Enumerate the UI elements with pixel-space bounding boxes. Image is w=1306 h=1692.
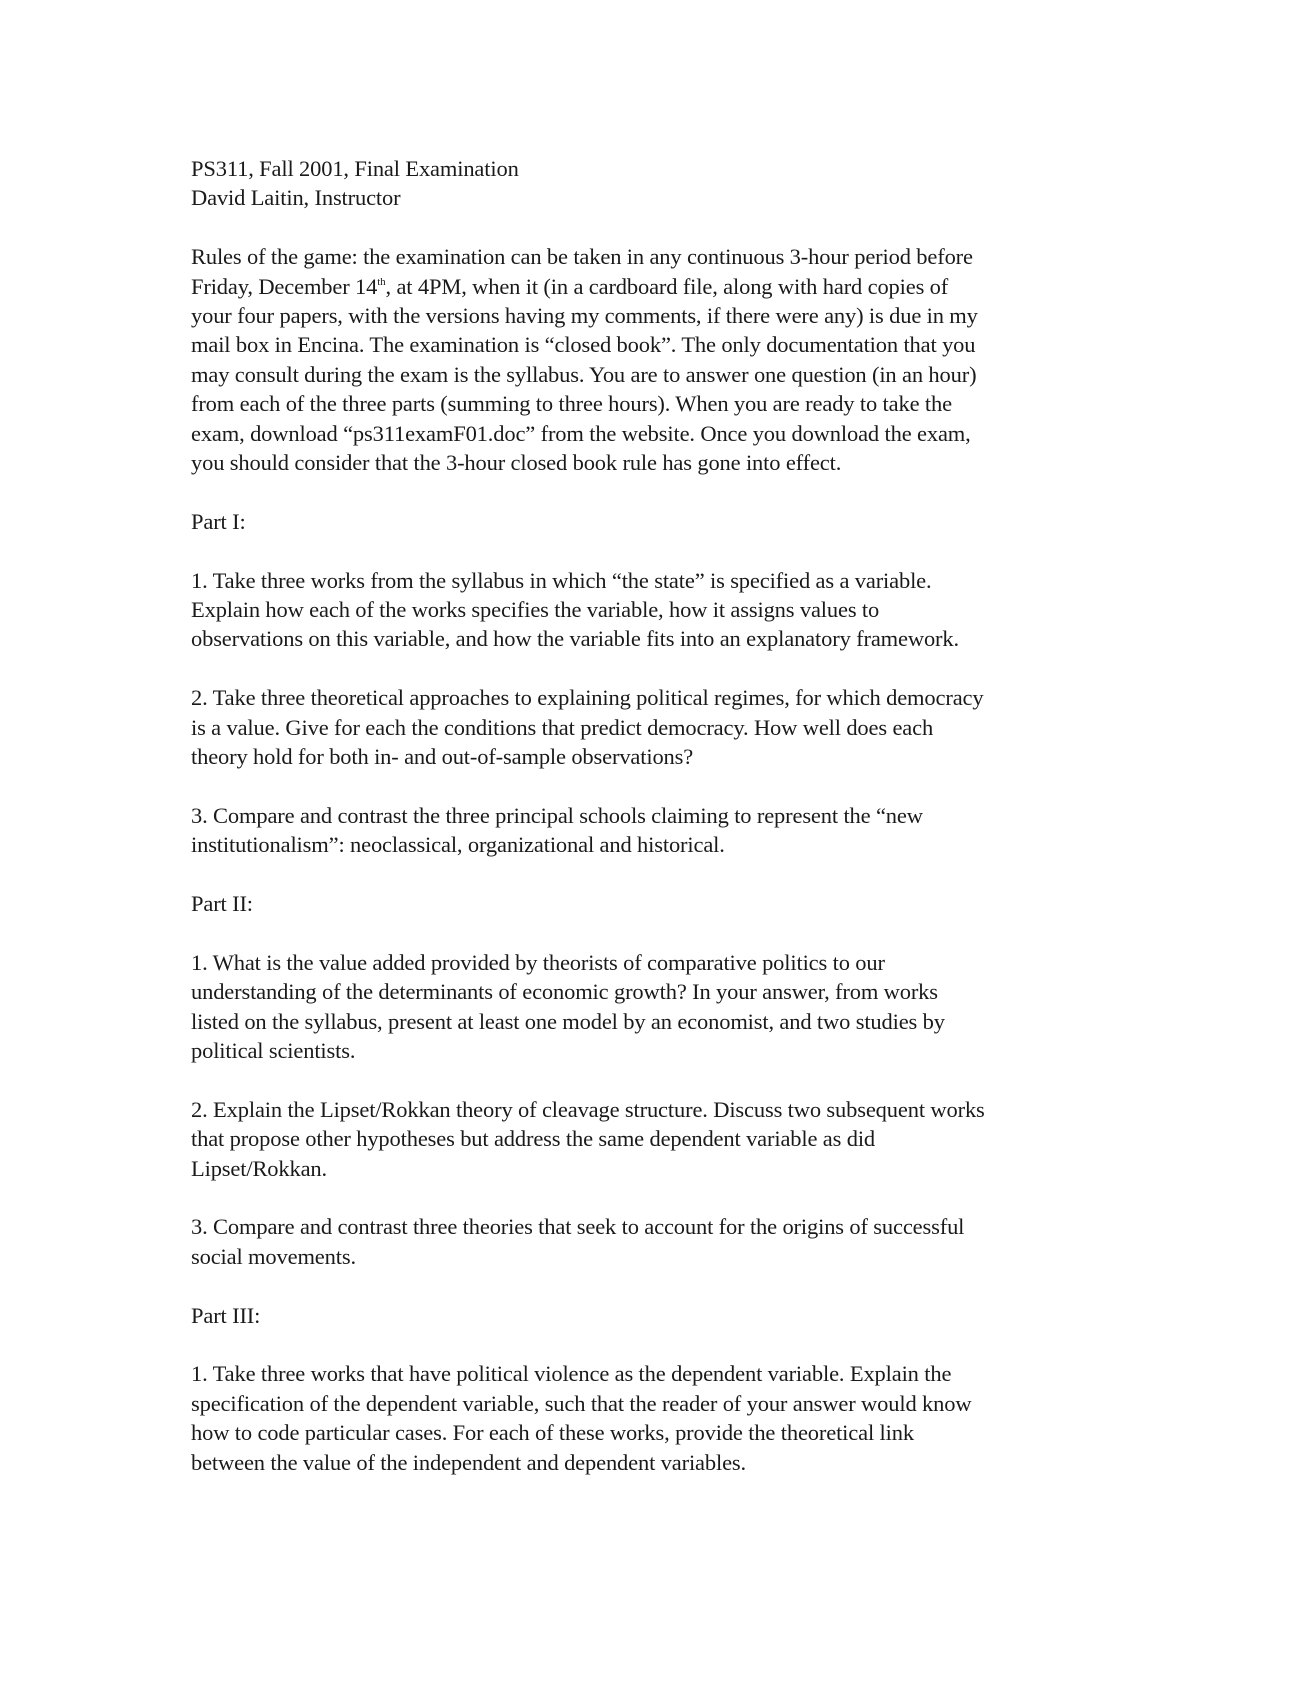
- question-line: institutionalism”: neoclassical, organizational and historical.: [191, 832, 725, 858]
- rules-line: mail box in Encina. The examination is “closed book”. The only documentation that you: [191, 332, 976, 358]
- instructor-name: David Laitin, Instructor: [191, 185, 401, 211]
- rules-line: your four papers, with the versions having my comments, if there were any) is due in my: [191, 303, 978, 329]
- part-1-heading: Part I:: [191, 508, 246, 534]
- question: [191, 683, 1131, 771]
- question: [191, 566, 1131, 654]
- rules-line: Rules of the game: the examination can be taken in any continuous 3-hour period before: [191, 244, 973, 270]
- question-line: specification of the dependent variable, such that the reader of your answer would know: [191, 1390, 972, 1416]
- rules-date-text: Friday, December 14: [191, 273, 378, 299]
- question-line: theory hold for both in- and out-of-sample observations?: [191, 744, 694, 770]
- question-line: is a value. Give for each the conditions that predict democracy. How well does each: [191, 714, 934, 740]
- document-header: [191, 154, 1131, 213]
- rules-line: may consult during the exam is the syllabus. You are to answer one question (in an hour): [191, 361, 977, 387]
- question: [191, 948, 1131, 1066]
- question-line: that propose other hypotheses but address the same dependent variable as did: [191, 1126, 876, 1152]
- question-line: listed on the syllabus, present at least one model by an economist, and two studies by: [191, 1008, 945, 1034]
- part-heading: [191, 507, 1131, 536]
- question-line: Explain how each of the works specifies the variable, how it assigns values to: [191, 597, 880, 623]
- part-3-heading: Part III:: [191, 1302, 261, 1328]
- question: [191, 1359, 1131, 1477]
- question-line: 2. Explain the Lipset/Rokkan theory of cleavage structure. Discuss two subsequent works: [191, 1096, 985, 1122]
- question-line: 2. Take three theoretical approaches to explaining political regimes, for which democracy: [191, 685, 984, 711]
- question-line: social movements.: [191, 1243, 356, 1269]
- rules-line-with-date: [191, 272, 1131, 301]
- part-2-heading: Part II:: [191, 891, 253, 917]
- question-line: 1. Take three works from the syllabus in which “the state” is specified as a variable.: [191, 567, 932, 593]
- part-heading: [191, 1301, 1131, 1330]
- rules-line: you should consider that the 3-hour closed book rule has gone into effect.: [191, 450, 842, 476]
- question-line: understanding of the determinants of economic growth? In your answer, from works: [191, 979, 938, 1005]
- part-heading: [191, 889, 1131, 918]
- question-line: political scientists.: [191, 1038, 356, 1064]
- question-line: 1. Take three works that have political violence as the dependent variable. Explain the: [191, 1361, 952, 1387]
- question-line: observations on this variable, and how the variable fits into an explanatory framework.: [191, 626, 959, 652]
- ordinal-suffix: th: [377, 275, 386, 288]
- exam-document: [191, 154, 1131, 1507]
- question-line: 1. What is the value added provided by theorists of comparative politics to our: [191, 949, 885, 975]
- question-line: 3. Compare and contrast the three principal schools claiming to represent the “new: [191, 802, 923, 828]
- question-line: Lipset/Rokkan.: [191, 1155, 328, 1181]
- question-line: between the value of the independent and dependent variables.: [191, 1449, 746, 1475]
- question: [191, 1095, 1131, 1183]
- question-line: 3. Compare and contrast three theories that seek to account for the origins of successful: [191, 1214, 965, 1240]
- rules-date-continuation: , at 4PM, when it (in a cardboard file, along with hard copies of: [385, 273, 949, 299]
- rules-paragraph: [191, 242, 1131, 477]
- rules-line: exam, download “ps311examF01.doc” from the website. Once you download the exam,: [191, 420, 971, 446]
- question: [191, 1212, 1131, 1271]
- course-title: PS311, Fall 2001, Final Examination: [191, 156, 519, 181]
- question-line: how to code particular cases. For each of these works, provide the theoretical link: [191, 1420, 914, 1446]
- rules-line: from each of the three parts (summing to three hours). When you are ready to take the: [191, 391, 952, 417]
- question: [191, 801, 1131, 860]
